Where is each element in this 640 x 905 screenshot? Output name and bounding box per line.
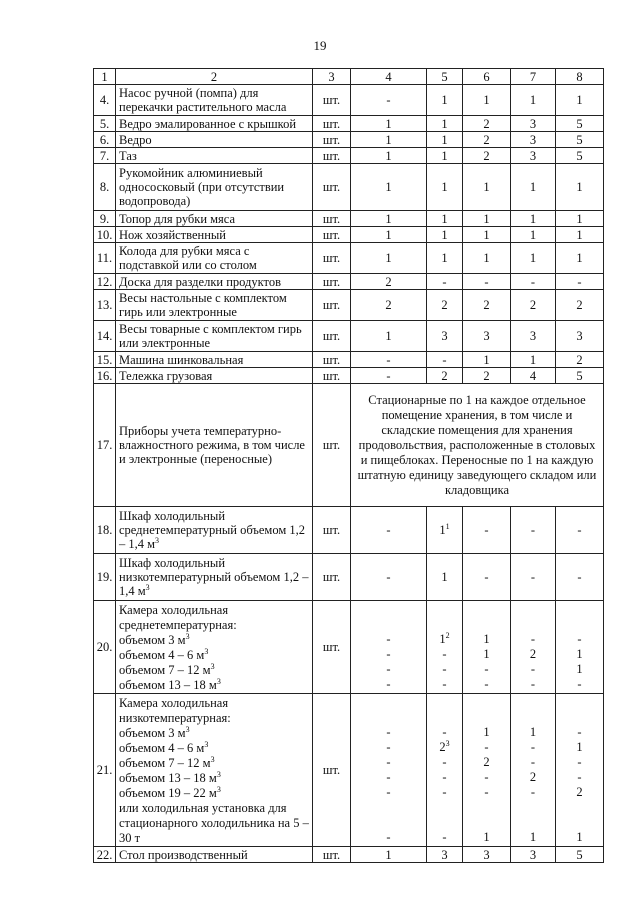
sub-value: 1: [529, 725, 537, 739]
sub-value: -: [442, 725, 447, 739]
sub-value: -: [386, 785, 391, 799]
row-number: 13.: [94, 290, 116, 321]
value-cell: 1: [427, 148, 463, 164]
volume-line: объемом 13 – 18 $м^3$: [119, 769, 221, 785]
row-number: 14.: [94, 321, 116, 352]
volume-line: объемом 3 $м^3$: [119, 631, 190, 647]
value-cell: [556, 694, 604, 847]
value-cell: -: [427, 352, 463, 368]
unit-cell: шт.: [313, 148, 351, 164]
sub-value: 1: [576, 740, 583, 754]
value-cell: 1: [351, 211, 427, 227]
value-cell: 1: [556, 164, 604, 211]
row-number: 5.: [94, 116, 116, 132]
value-cell: 1: [427, 132, 463, 148]
row-number: 10.: [94, 227, 116, 243]
value-cell: [351, 601, 427, 694]
volume-line: объемом 3 $м^3$: [119, 724, 190, 740]
sub-value: 2: [483, 755, 490, 769]
sub-value: -: [442, 677, 447, 691]
value-cell: 3: [511, 847, 556, 863]
value-cell: 3: [463, 321, 511, 352]
unit-cell: шт.: [313, 352, 351, 368]
sub-value: 2: [529, 770, 537, 784]
sub-value: -: [386, 647, 391, 661]
value-cell: 1: [351, 847, 427, 863]
value-cell: 1: [463, 227, 511, 243]
row-number: 7.: [94, 148, 116, 164]
header-row: [94, 69, 604, 85]
value-cell: 1: [351, 132, 427, 148]
sub-value: -: [386, 725, 391, 739]
sub-value: -: [530, 662, 536, 676]
sub-value: -: [442, 770, 447, 784]
volume-line: объемом 4 – 6 $м^3$: [119, 739, 209, 755]
table-row: [94, 384, 604, 507]
value-cell: 1: [427, 211, 463, 227]
value-cell: 1: [463, 85, 511, 116]
item-name: [116, 694, 313, 847]
unit-cell: шт.: [313, 132, 351, 148]
value-cell: [511, 601, 556, 694]
header-cell: 6: [463, 69, 511, 85]
value-cell: 1: [511, 243, 556, 274]
table-row: [94, 85, 604, 116]
item-name: Ведро: [116, 132, 313, 148]
item-name: Рукомойник алюминиевый однососковый (при отсутствии водопровода): [116, 164, 313, 211]
value-cell: $1^1$: [427, 507, 463, 554]
value-cell: 1: [556, 211, 604, 227]
unit-cell: шт.: [313, 507, 351, 554]
volume-line: объемом 19 – 22 $м^3$: [119, 784, 221, 800]
row-number: 21.: [94, 694, 116, 847]
value-cell: -: [351, 368, 427, 384]
sub-value: -: [530, 755, 536, 769]
value-cell: [351, 694, 427, 847]
value-cell: 1: [556, 85, 604, 116]
unit-cell: шт.: [313, 694, 351, 847]
value-cell: 4: [511, 368, 556, 384]
row-number: 6.: [94, 132, 116, 148]
value-cell: 1: [556, 243, 604, 274]
sub-value: -: [577, 725, 582, 739]
unit-cell: шт.: [313, 368, 351, 384]
value-cell: 2: [427, 290, 463, 321]
unit-cell: шт.: [313, 290, 351, 321]
value-cell: 1: [427, 164, 463, 211]
value-cell: 3: [556, 321, 604, 352]
value-cell: 1: [351, 116, 427, 132]
header-cell: 1: [94, 69, 116, 85]
sub-value: -: [530, 632, 536, 646]
table-row: [94, 554, 604, 601]
sub-value: -: [577, 632, 582, 646]
header-cell: 3: [313, 69, 351, 85]
value-cell: 1: [463, 352, 511, 368]
row-number: 22.: [94, 847, 116, 863]
sub-value: 1: [483, 830, 490, 844]
table-row: [94, 132, 604, 148]
sub-value: -: [386, 632, 391, 646]
table-row: [94, 274, 604, 290]
value-cell: 1: [511, 211, 556, 227]
value-cell: 1: [511, 352, 556, 368]
header-cell: 4: [351, 69, 427, 85]
sub-value: -: [386, 830, 391, 844]
header-cell: 7: [511, 69, 556, 85]
unit-cell: шт.: [313, 601, 351, 694]
value-cell: -: [351, 85, 427, 116]
value-cell: -: [427, 274, 463, 290]
value-cell: 1: [351, 227, 427, 243]
table-row: [94, 227, 604, 243]
value-cell: -: [556, 274, 604, 290]
value-cell: 2: [511, 290, 556, 321]
sub-value: -: [386, 740, 391, 754]
sub-value: -: [442, 755, 447, 769]
row-number: 11.: [94, 243, 116, 274]
sub-value: 1: [576, 647, 583, 661]
table-row: [94, 694, 604, 847]
unit-cell: шт.: [313, 227, 351, 243]
sub-value: 1: [483, 632, 490, 646]
unit-cell: шт.: [313, 274, 351, 290]
sub-value: -: [442, 830, 447, 844]
value-cell: -: [351, 554, 427, 601]
value-cell: 2: [351, 290, 427, 321]
sub-value: -: [530, 677, 536, 691]
sub-value: -: [386, 662, 391, 676]
volume-line: объемом 7 – 12 $м^3$: [119, 754, 215, 770]
item-name: Приборы учета температурно-влажностного режима, в том числе и электронные (переносные): [116, 384, 313, 507]
sub-value: -: [442, 647, 447, 661]
value-cell: 3: [511, 148, 556, 164]
value-cell: [556, 601, 604, 694]
sub-value: $2^3$: [439, 738, 450, 754]
table-row: [94, 352, 604, 368]
row-number: 18.: [94, 507, 116, 554]
volume-line: объемом 7 – 12 $м^3$: [119, 661, 215, 677]
table-row: [94, 148, 604, 164]
sub-value: -: [386, 677, 391, 691]
value-cell: 1: [511, 227, 556, 243]
item-name: [116, 601, 313, 694]
row-number: 9.: [94, 211, 116, 227]
unit-cell: шт.: [313, 847, 351, 863]
table-row: [94, 321, 604, 352]
unit-cell: шт.: [313, 85, 351, 116]
table-row: [94, 116, 604, 132]
value-cell: 1: [427, 243, 463, 274]
value-cell: 2: [463, 132, 511, 148]
volume-line: объемом 13 – 18 $м^3$: [119, 676, 221, 692]
value-cell: 1: [463, 164, 511, 211]
value-cell: 2: [463, 116, 511, 132]
value-cell: 1: [427, 116, 463, 132]
value-cell: [463, 694, 511, 847]
value-cell: 1: [427, 85, 463, 116]
value-cell: 2: [427, 368, 463, 384]
value-cell: 1: [463, 211, 511, 227]
value-cell: 3: [511, 321, 556, 352]
value-cell: 1: [351, 243, 427, 274]
item-name: Шкаф холодильный низкотемпературный объемом 1,2 – 1,4 $м^3$: [116, 554, 313, 601]
value-cell: 1: [427, 554, 463, 601]
value-cell: 1: [556, 227, 604, 243]
value-cell: 2: [463, 290, 511, 321]
value-cell: 1: [463, 243, 511, 274]
value-cell: 1: [351, 164, 427, 211]
value-cell: 2: [463, 148, 511, 164]
item-title: Камера холодильная низкотемпературная:: [119, 696, 231, 725]
sub-value: -: [386, 755, 391, 769]
item-name: Ведро эмалированное с крышкой: [116, 116, 313, 132]
unit-cell: шт.: [313, 116, 351, 132]
page-number: 19: [313, 38, 327, 53]
value-cell: [463, 601, 511, 694]
row-number: 17.: [94, 384, 116, 507]
value-cell: 1: [427, 227, 463, 243]
sub-value: -: [530, 740, 536, 754]
value-cell: 3: [427, 321, 463, 352]
value-cell: -: [556, 507, 604, 554]
sub-value: -: [577, 755, 582, 769]
value-cell: -: [463, 554, 511, 601]
sub-value: -: [484, 740, 489, 754]
value-cell: -: [511, 507, 556, 554]
value-cell: 1: [511, 164, 556, 211]
sub-value: 2: [529, 647, 537, 661]
unit-cell: шт.: [313, 384, 351, 507]
value-cell: -: [511, 274, 556, 290]
value-cell: -: [351, 352, 427, 368]
volume-line: объемом 4 – 6 $м^3$: [119, 646, 209, 662]
placement-note: Стационарные по 1 на каждое отдельное помещение хранения, в том числе и складские помещения для хранения продовольствия, расположенные в столовых и пищеблоках. Переносные по 1 на каждую штатную единицу заведующего складом или кладовщика: [351, 384, 604, 507]
item-name: Весы товарные с комплектом гирь или электронные: [116, 321, 313, 352]
value-cell: -: [351, 507, 427, 554]
table-row: [94, 290, 604, 321]
item-name: Машина шинковальная: [116, 352, 313, 368]
unit-cell: шт.: [313, 164, 351, 211]
value-cell: 3: [463, 847, 511, 863]
table-row: [94, 368, 604, 384]
value-cell: 3: [511, 132, 556, 148]
sub-value: -: [577, 677, 582, 691]
row-number: 8.: [94, 164, 116, 211]
row-number: 12.: [94, 274, 116, 290]
item-name: Таз: [116, 148, 313, 164]
value-cell: -: [511, 554, 556, 601]
sub-value: -: [386, 770, 391, 784]
unit-cell: шт.: [313, 211, 351, 227]
value-cell: 2: [463, 368, 511, 384]
item-name: Весы настольные с комплектом гирь или электронные: [116, 290, 313, 321]
value-cell: -: [463, 274, 511, 290]
sub-value: 2: [576, 785, 583, 799]
sub-value: -: [442, 785, 447, 799]
row-number: 20.: [94, 601, 116, 694]
sub-value: 1: [483, 647, 490, 661]
row-number: 16.: [94, 368, 116, 384]
item-title: Камера холодильная среднетемпературная:: [119, 603, 237, 632]
item-name: Нож хозяйственный: [116, 227, 313, 243]
sub-value: -: [484, 662, 489, 676]
value-cell: 2: [351, 274, 427, 290]
value-cell: 5: [556, 132, 604, 148]
sub-value: -: [577, 770, 582, 784]
table-row: [94, 211, 604, 227]
sub-value: -: [484, 677, 489, 691]
sub-value: -: [530, 785, 536, 799]
table-row: [94, 243, 604, 274]
value-cell: 5: [556, 116, 604, 132]
item-name: Насос ручной (помпа) для перекачки растительного масла: [116, 85, 313, 116]
row-number: 4.: [94, 85, 116, 116]
item-name: Топор для рубки мяса: [116, 211, 313, 227]
sub-value: -: [442, 662, 447, 676]
unit-cell: шт.: [313, 243, 351, 274]
value-cell: 1: [351, 148, 427, 164]
item-name: Тележка грузовая: [116, 368, 313, 384]
sub-value: 1: [576, 662, 583, 676]
unit-cell: шт.: [313, 321, 351, 352]
row-number: 19.: [94, 554, 116, 601]
value-cell: [427, 601, 463, 694]
value-cell: 2: [556, 290, 604, 321]
value-cell: 3: [511, 116, 556, 132]
item-name: Колода для рубки мяса с подставкой или со столом: [116, 243, 313, 274]
value-cell: [511, 694, 556, 847]
value-cell: 3: [427, 847, 463, 863]
table-row: [94, 164, 604, 211]
equipment-table: [93, 68, 604, 863]
item-name: Доска для разделки продуктов: [116, 274, 313, 290]
sub-value: 1: [576, 830, 583, 844]
value-cell: -: [556, 554, 604, 601]
row-number: 15.: [94, 352, 116, 368]
header-cell: 8: [556, 69, 604, 85]
unit-cell: шт.: [313, 554, 351, 601]
value-cell: [427, 694, 463, 847]
value-cell: 5: [556, 847, 604, 863]
sub-value: -: [484, 770, 489, 784]
table-row: [94, 507, 604, 554]
value-cell: 1: [511, 85, 556, 116]
value-cell: 2: [556, 352, 604, 368]
value-cell: 5: [556, 148, 604, 164]
alternative-line: или холодильная установка для стационарного холодильника на 5 – 30 т: [119, 801, 309, 845]
value-cell: 1: [351, 321, 427, 352]
item-name: Шкаф холодильный среднетемпературный объемом 1,2 – 1,4 $м^3$: [116, 507, 313, 554]
sub-value: 1: [529, 830, 537, 844]
sub-value: 1: [483, 725, 490, 739]
header-cell: 2: [116, 69, 313, 85]
table-row: [94, 847, 604, 863]
sub-value: $1^2$: [439, 630, 450, 646]
item-name: Стол производственный: [116, 847, 313, 863]
table-row: [94, 601, 604, 694]
value-cell: -: [463, 507, 511, 554]
header-cell: 5: [427, 69, 463, 85]
value-cell: 5: [556, 368, 604, 384]
sub-value: -: [484, 785, 489, 799]
